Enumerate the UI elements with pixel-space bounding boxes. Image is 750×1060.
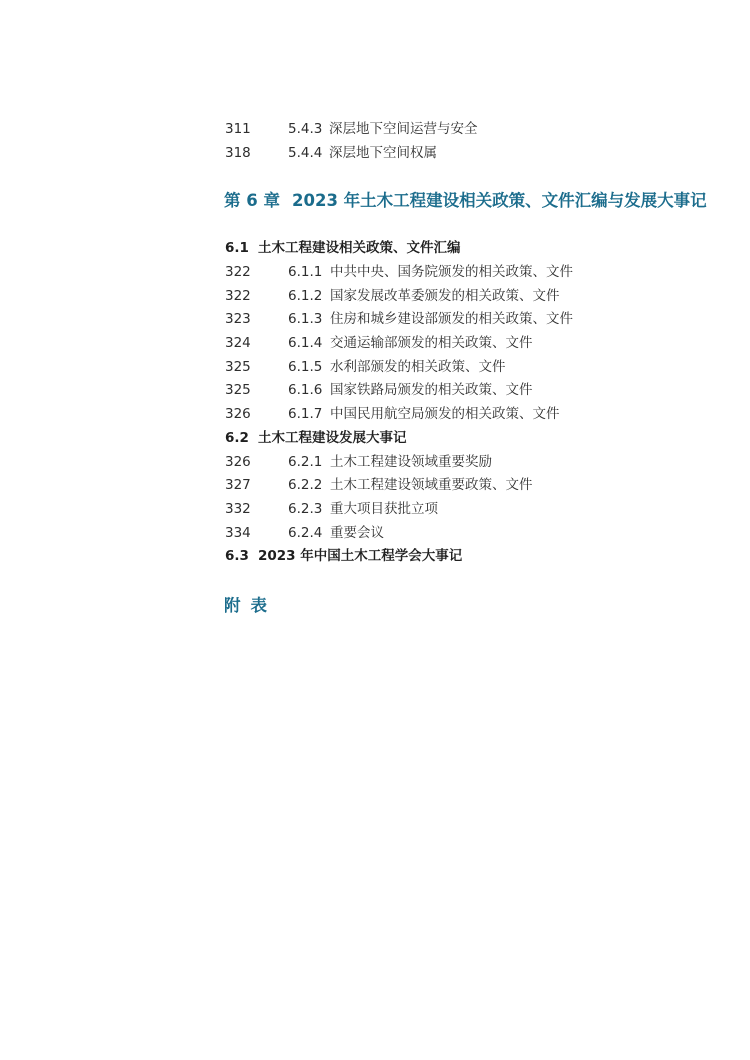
chapter-title: 2023 年土木工程建设相关政策、文件汇编与发展大事记 <box>292 191 707 210</box>
page-number: 323 <box>225 311 251 327</box>
section-title: 2023 年中国土木工程学会大事记 <box>258 548 463 564</box>
entry-number: 6.2.1 <box>288 454 323 470</box>
entry-number: 6.1.1 <box>288 264 323 280</box>
page-number: 325 <box>225 382 251 398</box>
entry-title: 国家铁路局颁发的相关政策、文件 <box>330 382 533 398</box>
entry-number: 6.2.3 <box>288 501 323 517</box>
entry-number: 6.1.6 <box>288 382 323 398</box>
page-number: 325 <box>225 359 251 375</box>
entry-number: 5.4.3 <box>288 121 323 137</box>
entry-title: 住房和城乡建设部颁发的相关政策、文件 <box>330 311 573 327</box>
page-number: 327 <box>225 477 251 493</box>
page-number: 311 <box>225 121 251 137</box>
entry-title: 水利部颁发的相关政策、文件 <box>330 359 506 375</box>
appendix-heading[interactable]: 附表 <box>224 596 277 615</box>
entry-title: 国家发展改革委颁发的相关政策、文件 <box>330 288 560 304</box>
section-number: 6.2 <box>225 430 249 446</box>
entry-number: 6.1.3 <box>288 311 323 327</box>
entry-title: 中共中央、国务院颁发的相关政策、文件 <box>330 264 573 280</box>
page-number: 318 <box>225 145 251 161</box>
section-number: 6.3 <box>225 548 249 564</box>
page-number: 326 <box>225 454 251 470</box>
entry-title: 土木工程建设领域重要奖励 <box>330 454 492 470</box>
entry-title: 中国民用航空局颁发的相关政策、文件 <box>330 406 560 422</box>
chapter-number: 第 6 章 <box>224 191 280 210</box>
entry-title: 深层地下空间权属 <box>329 145 437 161</box>
page-number: 326 <box>225 406 251 422</box>
page-number: 332 <box>225 501 251 517</box>
entry-title: 重大项目获批立项 <box>330 501 438 517</box>
section-title: 土木工程建设发展大事记 <box>258 430 407 446</box>
entry-title: 深层地下空间运营与安全 <box>329 121 478 137</box>
page-number: 324 <box>225 335 251 351</box>
section-title: 土木工程建设相关政策、文件汇编 <box>258 240 461 256</box>
entry-title: 土木工程建设领域重要政策、文件 <box>330 477 533 493</box>
section-number: 6.1 <box>225 240 249 256</box>
entry-number: 6.2.4 <box>288 525 323 541</box>
page-number: 334 <box>225 525 251 541</box>
entry-number: 6.1.4 <box>288 335 323 351</box>
entry-number: 6.1.2 <box>288 288 323 304</box>
page-number: 322 <box>225 288 251 304</box>
entry-title: 交通运输部颁发的相关政策、文件 <box>330 335 533 351</box>
entry-number: 6.1.5 <box>288 359 323 375</box>
entry-number: 6.2.2 <box>288 477 323 493</box>
entry-number: 5.4.4 <box>288 145 323 161</box>
entry-number: 6.1.7 <box>288 406 323 422</box>
page-number: 322 <box>225 264 251 280</box>
entry-title: 重要会议 <box>330 525 384 541</box>
